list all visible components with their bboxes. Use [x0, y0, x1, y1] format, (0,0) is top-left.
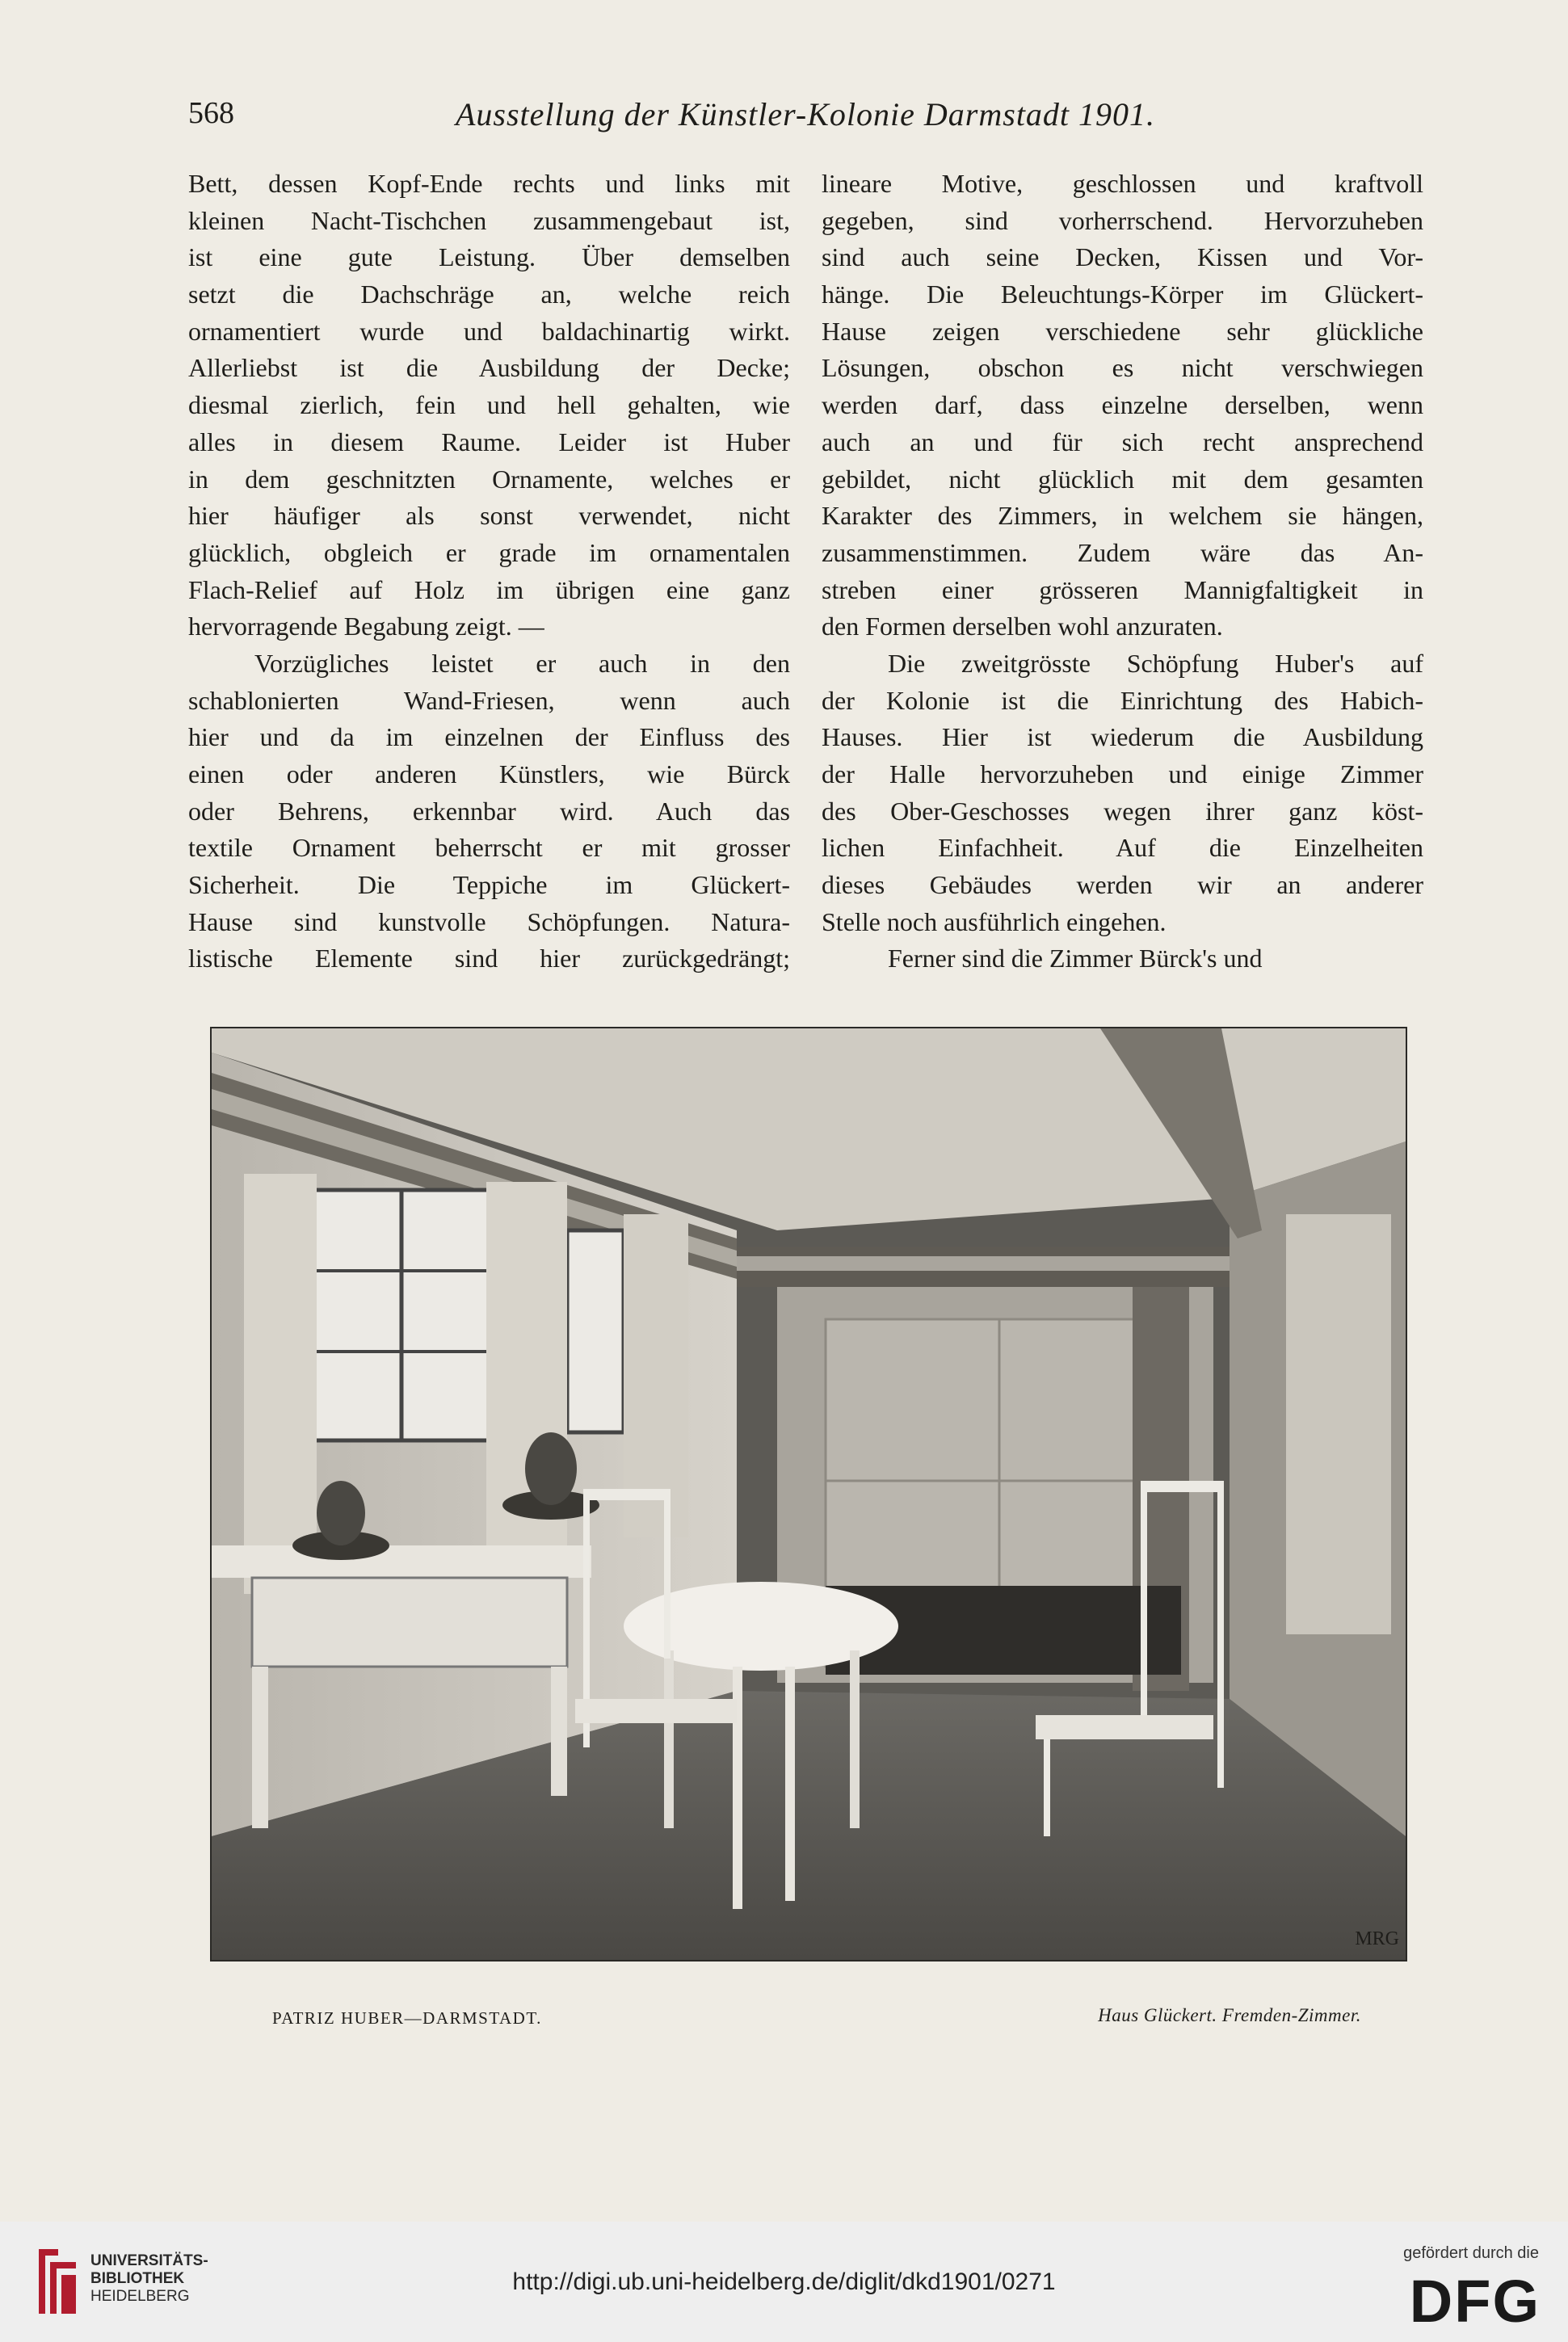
- text-line: hervorragende Begabung zeigt. —: [188, 612, 544, 641]
- text-line: glücklich, obgleich er grade im ornamentalen: [188, 537, 790, 567]
- text-line: Allerliebst ist die Ausbildung der Decke;: [188, 353, 790, 383]
- caption-artist: PATRIZ HUBER—DARMSTADT.: [272, 2008, 542, 2028]
- text-line: oder Behrens, erkennbar wird. Auch das: [188, 796, 790, 826]
- text-line: auch an und für sich recht ansprechend: [822, 427, 1423, 456]
- caption-room: Haus Glückert. Fremden-Zimmer.: [1098, 2005, 1361, 2025]
- text-line: streben einer grösseren Mannigfaltigkeit in: [822, 574, 1423, 604]
- text-line: Bett, dessen Kopf-Ende rechts und links mit: [188, 169, 790, 198]
- text-line: hänge. Die Beleuchtungs-Körper im Glückert-: [822, 280, 1423, 309]
- running-title: Ausstellung der Künstler-Kolonie Darmstadt 1901.: [455, 96, 1156, 132]
- page-number: 568: [188, 96, 234, 130]
- text-line: in dem geschnitzten Ornamente, welches er: [188, 464, 790, 494]
- text-line: Hause sind kunstvolle Schöpfungen. Natura-: [188, 906, 790, 936]
- text-line: dieses Gebäudes werden wir an anderer: [822, 870, 1423, 900]
- library-name-line2: BIBLIOTHEK: [90, 2270, 185, 2287]
- text-line: gebildet, nicht glücklich mit dem gesamten: [822, 464, 1423, 494]
- permalink-url[interactable]: http://digi.ub.uni-heidelberg.de/diglit/dkd1901/0271: [512, 2268, 1056, 2295]
- text-line: Ferner sind die Zimmer Bürck's und: [888, 944, 1263, 973]
- text-line: Stelle noch ausführlich eingehen.: [822, 906, 1167, 936]
- text-line: hier häufiger als sonst verwendet, nicht: [188, 501, 790, 531]
- digital-library-footer: [0, 2222, 1568, 2342]
- text-line: werden darf, dass einzelne derselben, wenn: [822, 390, 1423, 420]
- text-line: lineare Motive, geschlossen und kraftvoll: [822, 169, 1423, 198]
- text-line: Vorzügliches leistet er auch in den: [254, 648, 790, 678]
- photographer-monogram: MRG: [1355, 1928, 1399, 1949]
- text-line: Die zweitgrösste Schöpfung Huber's auf: [888, 648, 1423, 678]
- text-column-right: [822, 166, 1423, 978]
- library-name-line1: UNIVERSITÄTS-: [90, 2252, 208, 2269]
- text-line: des Ober-Geschosses wegen ihrer ganz köst-: [822, 796, 1423, 826]
- text-line: zusammenstimmen. Zudem wäre das An-: [822, 537, 1423, 567]
- text-line: einen oder anderen Künstlers, wie Bürck: [188, 759, 790, 788]
- text-line: diesmal zierlich, fein und hell gehalten, wie: [188, 390, 790, 420]
- text-line: alles in diesem Raume. Leider ist Huber: [188, 427, 790, 456]
- text-line: Lösungen, obschon es nicht verschwiegen: [822, 353, 1423, 383]
- text-line: sind auch seine Decken, Kissen und Vor-: [822, 242, 1423, 272]
- text-line: gegeben, sind vorherrschend. Hervorzuheben: [822, 205, 1423, 235]
- library-name-line3: HEIDELBERG: [90, 2288, 190, 2305]
- dfg-logo[interactable]: DFG: [1409, 2268, 1541, 2335]
- text-line: der Kolonie ist die Einrichtung des Habich-: [822, 685, 1423, 715]
- text-line: hier und da im einzelnen der Einfluss des: [188, 722, 790, 752]
- text-line: Sicherheit. Die Teppiche im Glückert-: [188, 870, 790, 900]
- running-header: [188, 95, 1423, 144]
- text-line: Karakter des Zimmers, in welchem sie hängen,: [822, 501, 1423, 531]
- text-column-left: [188, 166, 790, 978]
- text-line: setzt die Dachschräge an, welche reich: [188, 280, 790, 309]
- text-line: Hause zeigen verschiedene sehr glückliche: [822, 316, 1423, 346]
- text-line: Flach-Relief auf Holz im übrigen eine ganz: [188, 574, 790, 604]
- text-line: den Formen derselben wohl anzuraten.: [822, 612, 1223, 641]
- text-line: kleinen Nacht-Tischchen zusammengebaut ist,: [188, 205, 790, 235]
- text-line: listische Elemente sind hier zurückgedrängt;: [188, 944, 790, 973]
- text-line: ist eine gute Leistung. Über demselben: [188, 242, 790, 272]
- room-photograph: [210, 1027, 1407, 1961]
- text-line: textile Ornament beherrscht er mit grosser: [188, 833, 790, 863]
- text-line: schablonierten Wand-Friesen, wenn auch: [188, 685, 790, 715]
- funder-note: gefördert durch die: [1403, 2244, 1539, 2262]
- text-line: Hauses. Hier ist wiederum die Ausbildung: [822, 722, 1423, 752]
- text-line: lichen Einfachheit. Auf die Einzelheiten: [822, 833, 1423, 863]
- text-line: ornamentiert wurde und baldachinartig wirkt.: [188, 316, 790, 346]
- text-line: der Halle hervorzuheben und einige Zimmer: [822, 759, 1423, 788]
